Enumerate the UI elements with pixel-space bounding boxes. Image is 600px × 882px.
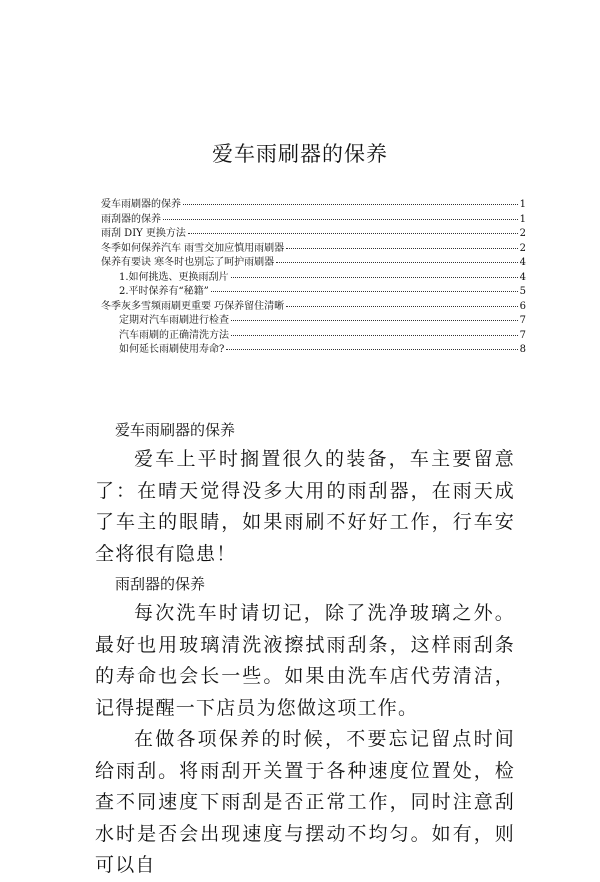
toc-entry-label: 汽车雨刷的正确清洗方法 [119,329,229,341]
toc-entry-label: 冬季灰多雪频雨刷更重要 巧保养留住清晰 [101,300,285,312]
toc-leader-dots [188,233,518,234]
document-body [95,416,515,882]
toc-entry[interactable] [101,326,526,341]
toc-entry-page: 6 [519,300,526,312]
toc-entry-label: 爱车雨刷器的保养 [101,199,181,210]
toc-entry[interactable] [101,224,526,239]
toc-leader-dots [211,291,518,292]
section-heading: 雨刮器的保养 [115,575,206,593]
toc-entry-label: 如何延长雨刷使用寿命? [119,344,225,355]
toc-entry-label: 冬季如何保养汽车 雨雪交加应慎用雨刷器 [101,242,285,254]
paragraph: 每次洗车时请切记，除了洗净玻璃之外。最好也用玻璃清洗液擦拭雨刮条，这样雨刮条的寿命也会长一些。如果由洗车店代劳清洁，记得提醒一下店员为您做这项工作。 [95,602,515,719]
toc-leader-dots [276,262,517,263]
paragraph: 在做各项保养的时候，不要忘记留点时间给雨刮。将雨刮开关置于各种速度位置处，检查不同速度下雨刮是否正常工作，同时注意刮水时是否会出现速度与摆动不均匀。如有，则可以自 [95,728,515,876]
toc-entry-label: 2.平时保养有“秘籍” [119,286,209,297]
toc-entry[interactable] [101,253,526,268]
toc-entry[interactable] [101,210,526,225]
toc-entry-page: 4 [519,271,526,283]
toc-entry[interactable] [101,340,526,355]
toc-leader-dots [183,204,518,205]
toc-entry-page: 1 [519,199,526,210]
paragraph: 爱车上平时搁置很久的装备，车主要留意了：在晴天觉得没多大用的雨刮器，在雨天成了车主的眼睛，如果雨刷不好好工作，行车安全将很有隐患！ [95,448,515,565]
toc-entry[interactable] [101,297,526,312]
toc-leader-dots [286,248,517,249]
toc-entry[interactable] [101,268,526,283]
toc-entry-page: 1 [519,213,526,225]
section-heading: 爱车雨刷器的保养 [115,421,236,439]
toc-entry[interactable] [101,239,526,254]
toc-entry-label: 1.如何挑选、更换雨刮片 [119,271,229,283]
toc-leader-dots [231,335,518,336]
toc-entry[interactable] [101,311,526,326]
toc-entry-page: 2 [519,228,526,239]
toc-leader-dots [231,277,518,278]
document-title: 爱车雨刷器的保养 [212,142,388,166]
toc-entry-label: 雨刮 DIY 更换方法 [101,228,186,239]
toc-leader-dots [163,219,518,220]
toc-leader-dots [231,320,518,321]
toc-entry-page: 2 [519,242,526,254]
toc-entry-page: 7 [519,329,526,341]
toc-entry-label: 保养有要诀 寒冬时也别忘了呵护雨刷器 [101,257,275,268]
toc-entry-page: 4 [519,257,526,268]
toc-entry-page: 7 [519,315,526,326]
toc-entry-label: 雨刮器的保养 [101,213,161,225]
toc-leader-dots [286,306,517,307]
toc-entry-label: 定期对汽车雨刷进行检查 [119,315,229,326]
toc-entry-page: 5 [519,286,526,297]
toc-entry[interactable] [101,282,526,297]
table-of-contents [101,195,526,355]
toc-entry-page: 8 [519,344,526,355]
toc-leader-dots [226,349,517,350]
toc-entry[interactable] [101,195,526,210]
